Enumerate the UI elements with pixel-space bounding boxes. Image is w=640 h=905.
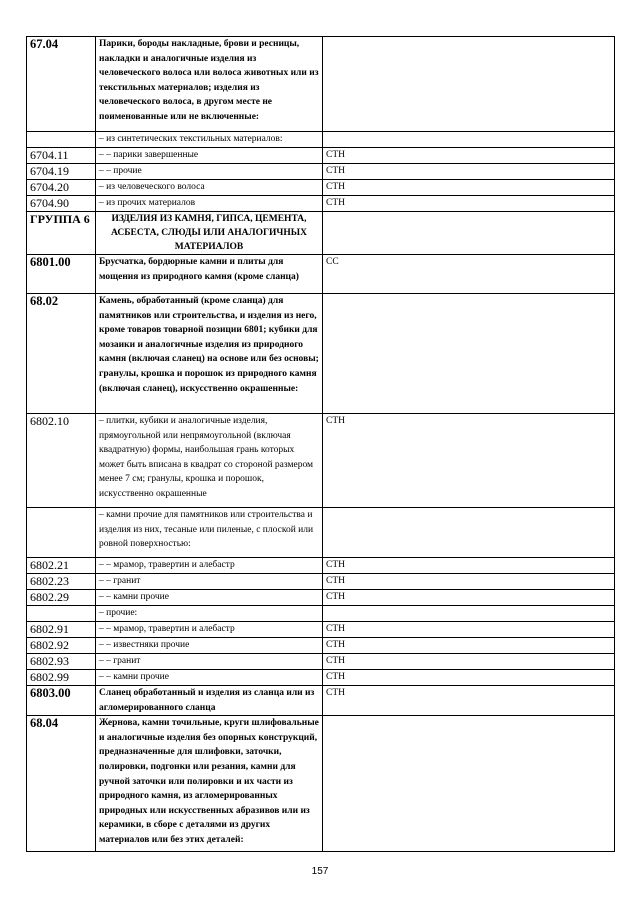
table-row bbox=[27, 670, 615, 686]
tariff-table bbox=[26, 36, 615, 852]
mark-cell: СТН bbox=[323, 638, 615, 654]
code-cell: 6802.93 bbox=[27, 654, 96, 670]
description-cell: – из человеческого волоса bbox=[96, 180, 323, 196]
mark-cell: СТН bbox=[323, 180, 615, 196]
description-cell: – камни прочие для памятников или строительства и изделия из них, тесаные или пиленые, с плоской или ровной поверхностью: bbox=[96, 508, 323, 558]
mark-cell bbox=[323, 606, 615, 622]
mark-cell: СТН bbox=[323, 590, 615, 606]
code-cell: 6802.29 bbox=[27, 590, 96, 606]
table-row bbox=[27, 638, 615, 654]
code-cell bbox=[27, 508, 96, 558]
description-cell: – плитки, кубики и аналогичные изделия, прямоугольной или непрямоугольной (включая квадратную) формы, наибольшая грань которых может быть вписана в квадрат со стороной размером менее 7 см; гранулы, крошка и порошок, искусственно окрашенные bbox=[96, 414, 323, 508]
table-row bbox=[27, 148, 615, 164]
code-cell: 6802.10 bbox=[27, 414, 96, 508]
code-cell: 6802.99 bbox=[27, 670, 96, 686]
code-cell: 6704.19 bbox=[27, 164, 96, 180]
table-row bbox=[27, 37, 615, 132]
description-cell: – – гранит bbox=[96, 574, 323, 590]
description-cell: Парики, бороды накладные, брови и ресницы, накладки и аналогичные изделия из человеческого волоса или волоса животных или из текстильных материалов; изделия из человеческого волоса, в другом месте не поименованные или не включенные: bbox=[96, 37, 323, 132]
code-cell: 6802.23 bbox=[27, 574, 96, 590]
group-code-cell: ГРУППА 6 bbox=[27, 212, 96, 255]
code-cell: 6704.20 bbox=[27, 180, 96, 196]
table-row bbox=[27, 255, 615, 294]
mark-cell: СТН bbox=[323, 414, 615, 508]
description-cell: – прочие: bbox=[96, 606, 323, 622]
code-cell: 6802.92 bbox=[27, 638, 96, 654]
table-row bbox=[27, 686, 615, 716]
description-cell: – из прочих материалов bbox=[96, 196, 323, 212]
description-cell: Жернова, камни точильные, круги шлифовальные и аналогичные изделия без опорных конструкций, предназначенные для шлифовки, заточки, полировки, подгонки или резания, камни для ручной заточки или полировки и их части из природного камня, из агломерированных природных или искусственных абразивов или из керамики, в сборе с деталями из других материалов или без этих деталей: bbox=[96, 716, 323, 852]
description-cell: – – прочие bbox=[96, 164, 323, 180]
description-cell: – – мрамор, травертин и алебастр bbox=[96, 558, 323, 574]
description-cell: – – камни прочие bbox=[96, 590, 323, 606]
mark-cell: СТН bbox=[323, 670, 615, 686]
mark-cell: СТН bbox=[323, 622, 615, 638]
mark-cell: СТН bbox=[323, 654, 615, 670]
mark-cell bbox=[323, 294, 615, 414]
table-row bbox=[27, 508, 615, 558]
description-cell: – из синтетических текстильных материалов: bbox=[96, 132, 323, 148]
mark-cell: СС bbox=[323, 255, 615, 294]
table-row bbox=[27, 558, 615, 574]
table-row bbox=[27, 590, 615, 606]
code-cell: 6803.00 bbox=[27, 686, 96, 716]
description-cell: Брусчатка, бордюрные камни и плиты для мощения из природного камня (кроме сланца) bbox=[96, 255, 323, 294]
mark-cell bbox=[323, 508, 615, 558]
mark-cell: СТН bbox=[323, 164, 615, 180]
page-number: 157 bbox=[311, 866, 329, 877]
mark-cell bbox=[323, 132, 615, 148]
mark-cell: СТН bbox=[323, 196, 615, 212]
description-cell: – – мрамор, травертин и алебастр bbox=[96, 622, 323, 638]
table-row bbox=[27, 654, 615, 670]
table-row bbox=[27, 574, 615, 590]
description-cell: – – парики завершенные bbox=[96, 148, 323, 164]
mark-cell: СТН bbox=[323, 558, 615, 574]
mark-cell: СТН bbox=[323, 148, 615, 164]
code-cell: 6802.21 bbox=[27, 558, 96, 574]
table-row bbox=[27, 164, 615, 180]
code-cell: 6704.90 bbox=[27, 196, 96, 212]
mark-cell bbox=[323, 716, 615, 852]
description-cell: – – камни прочие bbox=[96, 670, 323, 686]
mark-cell: СТН bbox=[323, 574, 615, 590]
group-title-cell: ИЗДЕЛИЯ ИЗ КАМНЯ, ГИПСА, ЦЕМЕНТА, АСБЕСТА, СЛЮДЫ ИЛИ АНАЛОГИЧНЫХ МАТЕРИАЛОВ bbox=[96, 212, 323, 255]
table-row bbox=[27, 196, 615, 212]
code-cell bbox=[27, 606, 96, 622]
description-cell: Камень, обработанный (кроме сланца) для памятников или строительства, и изделия из него, кроме товаров товарной позиции 6801; кубики для мозаики и аналогичные изделия из природного камня (включая сланец) на основе или без основы; гранулы, крошка и порошок из природного камня (включая сланец), искусственно окрашенные: bbox=[96, 294, 323, 414]
code-cell: 68.02 bbox=[27, 294, 96, 414]
group-heading-row bbox=[27, 212, 615, 255]
table-row bbox=[27, 414, 615, 508]
table-row bbox=[27, 294, 615, 414]
table-row bbox=[27, 716, 615, 852]
table-row bbox=[27, 606, 615, 622]
table-row bbox=[27, 180, 615, 196]
description-cell: Сланец обработанный и изделия из сланца или из агломерированного сланца bbox=[96, 686, 323, 716]
code-cell: 6802.91 bbox=[27, 622, 96, 638]
mark-cell: СТН bbox=[323, 686, 615, 716]
mark-cell bbox=[323, 212, 615, 255]
description-cell: – – известняки прочие bbox=[96, 638, 323, 654]
code-cell: 67.04 bbox=[27, 37, 96, 132]
code-cell: 6704.11 bbox=[27, 148, 96, 164]
table-row bbox=[27, 132, 615, 148]
mark-cell bbox=[323, 37, 615, 132]
description-cell: – – гранит bbox=[96, 654, 323, 670]
code-cell bbox=[27, 132, 96, 148]
code-cell: 6801.00 bbox=[27, 255, 96, 294]
table-row bbox=[27, 622, 615, 638]
code-cell: 68.04 bbox=[27, 716, 96, 852]
